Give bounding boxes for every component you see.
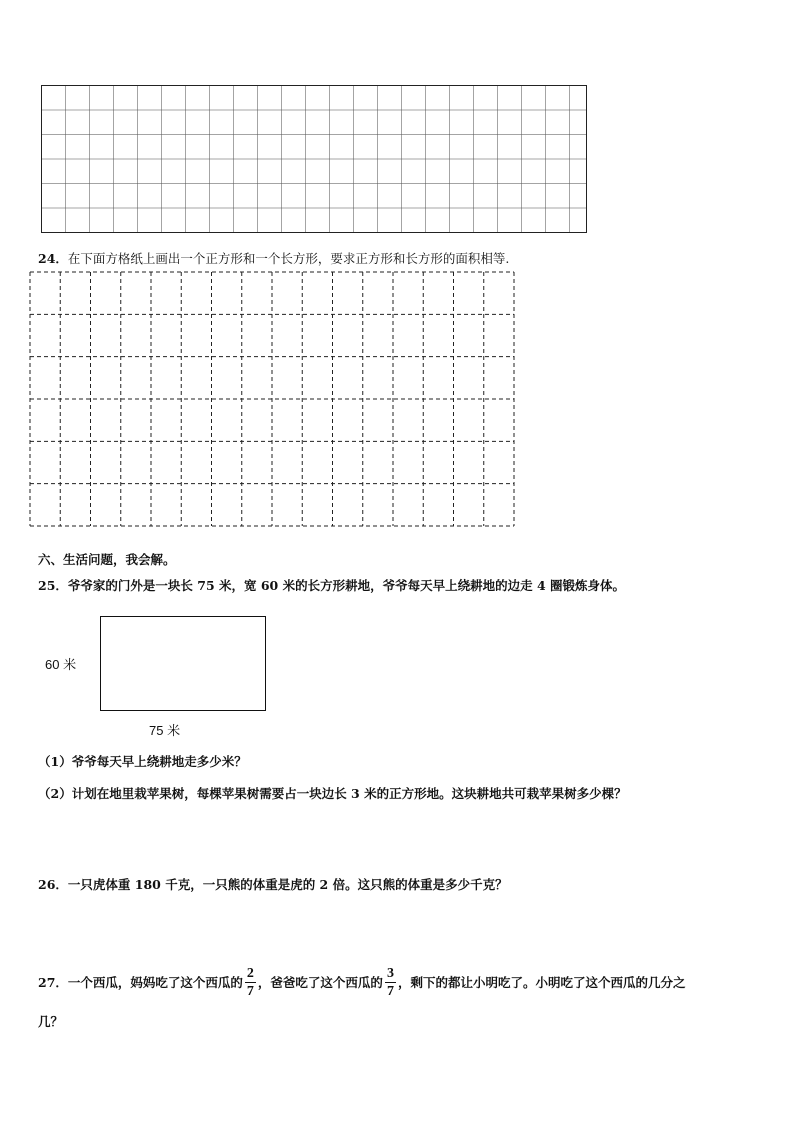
question-26 — [38, 877, 508, 893]
question-text-part-b: ，爸爸吃了这个西瓜的 — [257, 974, 383, 990]
field-rectangle — [100, 616, 266, 711]
fraction-bar — [245, 982, 256, 983]
fraction-numerator: 2 — [246, 966, 254, 981]
fraction-numerator: 3 — [386, 966, 394, 981]
question-text: 一只虎体重 180 千克，一只熊的体重是虎的 2 倍。这只熊的体重是多少千克？ — [67, 877, 508, 892]
question-24 — [38, 251, 509, 267]
question-number: 26． — [38, 877, 68, 892]
question-text-part-a: 一个西瓜，妈妈吃了这个西瓜的 — [67, 974, 243, 990]
fraction-bar — [385, 982, 396, 983]
section-title: 六、生活问题，我会解。 — [38, 552, 176, 567]
fraction-two-sevenths — [245, 966, 256, 999]
fraction-three-sevenths — [385, 966, 396, 999]
length-label: 75 米 — [149, 723, 181, 738]
question-25 — [38, 578, 625, 594]
question-number: 25． — [38, 578, 68, 593]
fraction-denominator: 7 — [386, 984, 394, 999]
question-27 — [38, 966, 685, 999]
sub-question-2: （2）计划在地里栽苹果树，每棵苹果树需要占一块边长 3 米的正方形地。这块耕地共可栽苹果树多少棵？ — [38, 786, 627, 801]
question-27-continued: 几？ — [38, 1014, 64, 1029]
question-number: 24． — [38, 251, 68, 266]
top-grid-paper — [41, 85, 587, 233]
question-text: 在下面方格纸上画出一个正方形和一个长方形，要求正方形和长方形的面积相等. — [67, 251, 510, 266]
question-text: 爷爷家的门外是一块长 75 米，宽 60 米的长方形耕地，爷爷每天早上绕耕地的边走 4 圈锻炼身体。 — [67, 578, 626, 593]
question-text-part-c: ，剩下的都让小明吃了。小明吃了这个西瓜的几分之 — [397, 974, 686, 990]
fraction-denominator: 7 — [246, 984, 254, 999]
question-number: 27． — [38, 974, 68, 990]
sub-question-1: （1）爷爷每天早上绕耕地走多少米？ — [38, 754, 247, 769]
dashed-grid-paper — [29, 271, 515, 527]
width-label: 60 米 — [45, 657, 77, 672]
